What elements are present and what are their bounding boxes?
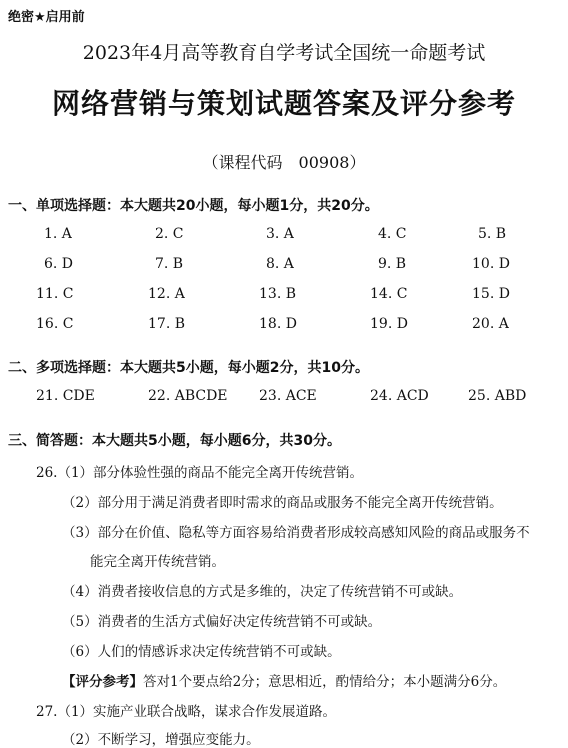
- answer-row: [0, 286, 568, 306]
- answer-cell: 15. D: [472, 286, 510, 302]
- answer-cell: 2. C: [155, 226, 184, 242]
- answer-cell: 4. C: [378, 226, 407, 242]
- answer-cell: 6. D: [44, 256, 74, 272]
- answer-cell: 7. B: [155, 256, 184, 272]
- answer-cell: 23. ACE: [259, 388, 317, 404]
- answer-cell: 3. A: [266, 226, 294, 242]
- answer-cell: 17. B: [148, 316, 186, 332]
- scoring-text: 答对1个要点给2分；意思相近，酌情给分；本小题满分6分。: [143, 674, 507, 690]
- course-code: （课程代码 00908）: [202, 153, 366, 172]
- answer-cell: 5. B: [478, 226, 507, 242]
- answer-line: 能完全离开传统营销。: [90, 554, 225, 570]
- answer-line: （2）不断学习，增强应变能力。: [62, 732, 260, 748]
- exam-line: 2023年4月高等教育自学考试全国统一命题考试: [82, 42, 486, 64]
- answer-line: （6）人们的情感诉求决定传统营销不可或缺。: [62, 644, 341, 660]
- section2-heading: 二、多项选择题：本大题共5小题，每小题2分，共10分。: [8, 360, 369, 376]
- secret-label: 绝密★启用前: [8, 10, 85, 25]
- answer-row: [0, 256, 568, 276]
- scoring-note: [62, 670, 506, 690]
- answer-cell: 24. ACD: [370, 388, 429, 404]
- answer-cell: 14. C: [370, 286, 408, 302]
- answer-cell: 20. A: [472, 316, 509, 332]
- answer-line: （5）消费者的生活方式偏好决定传统营销不可或缺。: [62, 614, 382, 630]
- answer-cell: 13. B: [259, 286, 297, 302]
- answer-cell: 22. ABCDE: [148, 388, 228, 404]
- answer-cell: 11. C: [36, 286, 74, 302]
- page-title: 网络营销与策划试题答案及评分参考: [51, 87, 516, 120]
- answer-row: [0, 226, 568, 246]
- answer-line: （3）部分在价值、隐私等方面容易给消费者形成较高感知风险的商品或服务不: [62, 525, 530, 541]
- answer-line: 26.（1）部分体验性强的商品不能完全离开传统营销。: [36, 465, 364, 481]
- answer-cell: 8. A: [266, 256, 294, 272]
- answer-cell: 16. C: [36, 316, 74, 332]
- section1-heading: 一、单项选择题：本大题共20小题，每小题1分，共20分。: [8, 198, 379, 214]
- answer-row: [0, 388, 568, 408]
- answer-cell: 12. A: [148, 286, 185, 302]
- answer-line: 27.（1）实施产业联合战略，谋求合作发展道路。: [36, 704, 337, 720]
- answer-row: [0, 316, 568, 336]
- answer-cell: 19. D: [370, 316, 408, 332]
- section3-heading: 三、简答题：本大题共5小题，每小题6分，共30分。: [8, 433, 341, 449]
- answer-cell: 21. CDE: [36, 388, 95, 404]
- scoring-tag: 【评分参考】: [62, 674, 143, 690]
- answer-cell: 9. B: [378, 256, 407, 272]
- answer-line: （2）部分用于满足消费者即时需求的商品或服务不能完全离开传统营销。: [62, 495, 503, 511]
- answer-cell: 1. A: [44, 226, 72, 242]
- answer-line: （4）消费者接收信息的方式是多维的，决定了传统营销不可或缺。: [62, 584, 463, 600]
- answer-cell: 18. D: [259, 316, 297, 332]
- answer-cell: 25. ABD: [468, 388, 527, 404]
- answer-cell: 10. D: [472, 256, 510, 272]
